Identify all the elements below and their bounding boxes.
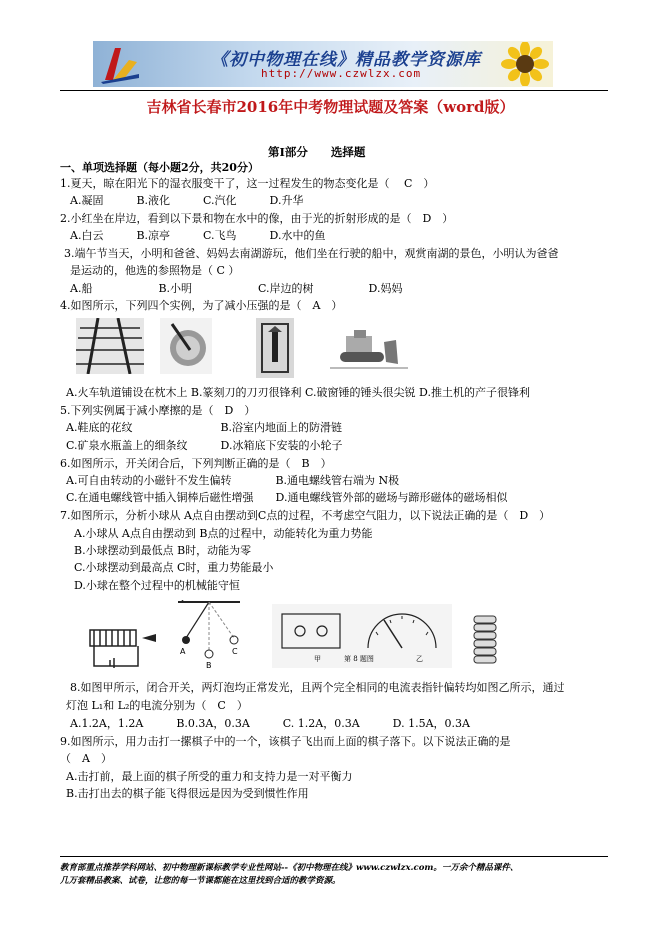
question-5-options-cd: C.矿泉水瓶盖上的细条纹 D.冰箱底下安装的小轮子 [66,439,343,452]
question-3-cont: 是运动的，他选的参照物是（ C ） [70,264,240,277]
svg-text:C: C [232,647,238,656]
bulldozer-figure [330,328,408,370]
question-6: 6.如图所示，开关闭合后，下列判断正确的是（ B ） [60,457,332,470]
railway-track-figure [76,318,144,374]
question-8-options: A.1.2A，1.2A B.0.3A，0.3A C. 1.2A，0.3A D. 1.5A，0.3A [70,717,470,730]
question-6-options-cd: C.在通电螺线管中插入铜棒后磁性增强 D.通电螺线管外部的磁场与蹄形磁体的磁场相似 [66,491,508,504]
question-9-answer: （ A ） [60,752,112,765]
footer-line-2: 几万套精品教案、试卷，让您的每一节课都能在这里找到合适的教学资源。 [60,876,341,886]
question-1: 1.夏天，晾在阳光下的湿衣服变干了，这一过程发生的物态变化是（ C ） [60,177,435,190]
question-1-options: A.凝固 B.液化 C.汽化 D.升华 [70,194,304,207]
question-2-options: A.白云 B.凉亭 C.飞鸟 D.水中的鱼 [70,229,326,242]
question-7: 7.如图所示，分析小球从 A点自由摆动到C点的过程，不考虑空气阻力，以下说法正确的是（ D ） [60,509,551,522]
figure-8-caption: 第 8 题图 [344,655,374,663]
svg-text:A: A [180,647,186,656]
header-banner [93,41,553,87]
carving-knife-figure [160,318,212,374]
banner-title: 《初中物理在线》精品教学资源库 [211,50,481,70]
logo-icon [99,44,143,84]
question-9-option-a: A.击打前，最上面的棋子所受的重力和支持力是一对平衡力 [66,770,353,783]
question-9-option-b: B.击打出去的棋子能飞得很远是因为受到惯性作用 [66,787,309,800]
svg-text:B: B [206,661,212,670]
figure-label-yi: 乙 [416,655,423,663]
page-title: 吉林省长春市2016年中考物理试题及答案（word版） [146,98,515,116]
question-7-option-d: D.小球在整个过程中的机械能守恒 [74,579,240,592]
question-2: 2.小红坐在岸边，看到以下景和物在水中的像，由于光的折射形成的是（ D ） [60,212,454,225]
question-5: 5.下列实例属于减小摩擦的是（ D ） [60,404,256,417]
question-4-options: A.火车轨道铺设在枕木上 B.篆刻刀的刀刃很锋利 C.破窗锤的锤头很尖锐 D.推土机的产子很锋利 [66,386,530,399]
banner-url: http://www.czwlzx.com [261,67,422,80]
emergency-hammer-figure [256,318,294,378]
question-3-options: A.船 B.小明 C.岸边的树 D.妈妈 [70,282,403,295]
question-5-options-ab: A.鞋底的花纹 B.浴室内地面上的防滑链 [66,421,343,434]
question-3: 3.端午节当天，小明和爸爸、妈妈去南湖游玩，他们坐在行驶的船中，观赏南湖的景色，小明认为爸爸 [64,247,559,260]
section-heading: 一、单项选择题（每小题2分，共20分） [60,161,259,174]
question-4: 4.如图所示，下列四个实例，为了减小压强的是（ A ） [60,299,343,312]
footer-rule [60,856,608,857]
question-7-option-a: A.小球从 A点自由摆动到 B点的过程中，动能转化为重力势能 [74,527,373,540]
question-7-option-c: C.小球摆动到最高点 C时，重力势能最小 [74,561,274,574]
checkers-stack-figure [468,610,502,666]
sunflower-icon [499,42,551,86]
footer-line-1: 教育部重点推荐学科网站、初中物理新课标教学专业性网站--《初中物理在线》www.czwlzx.com。一万余个精品课件、 [60,863,519,873]
footer [60,862,518,888]
question-7-option-b: B.小球摆动到最低点 B时，动能为零 [74,544,252,557]
part-heading: 第Ⅰ部分 选择题 [268,145,366,159]
solenoid-figure [80,620,160,672]
question-6-options-ab: A.可自由转动的小磁针不发生偏转 B.通电螺线管右端为 N极 [66,474,400,487]
question-9: 9.如图所示，用力击打一摞棋子中的一个，该棋子飞出而上面的棋子落下。以下说法正确的是 [60,735,511,748]
figure-label-jia: 甲 [314,655,321,663]
question-8-cont: 灯泡 L₁和 L₂的电流分别为（ C ） [66,699,248,712]
header-rule [60,90,608,91]
question-8: 8.如图甲所示，闭合开关，两灯泡均正常发光，且两个完全相同的电流表指针偏转均如图乙所示，通过 [70,681,565,694]
pendulum-figure [176,600,242,670]
